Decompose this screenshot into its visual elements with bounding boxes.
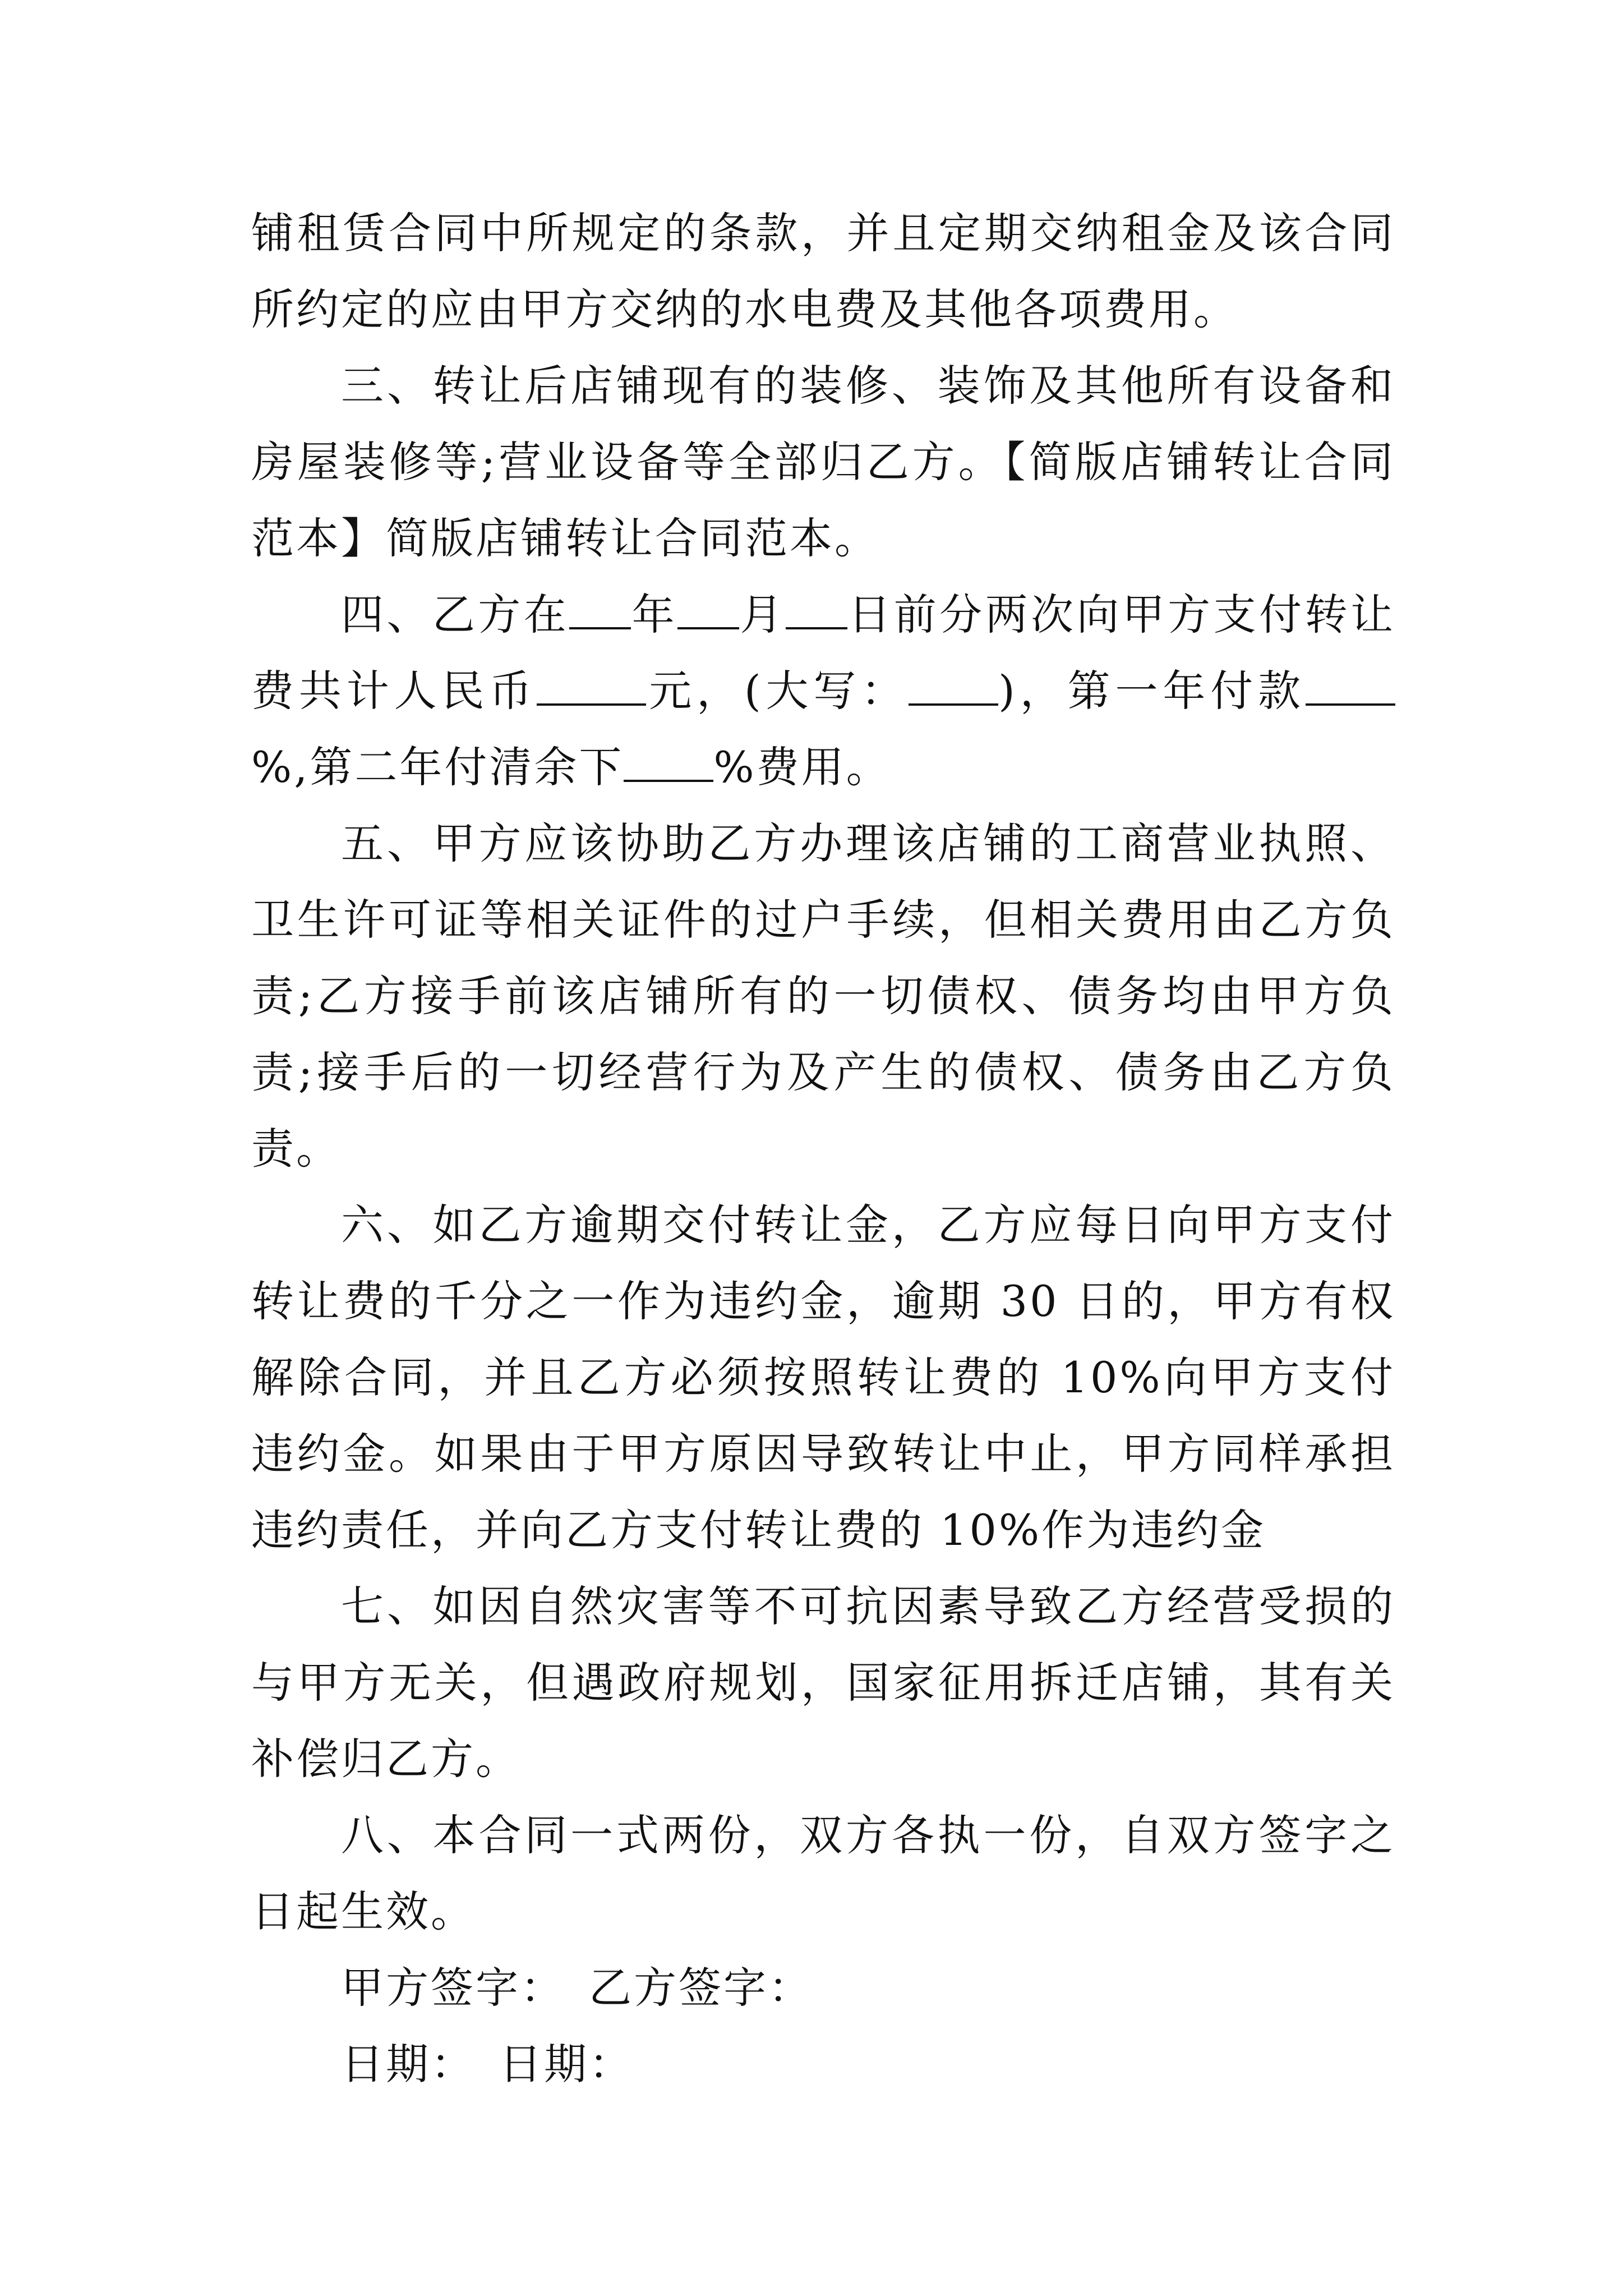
- paragraph-continuation: 铺租赁合同中所规定的条款，并且定期交纳租金及该合同所约定的应由甲方交纳的水电费及其他各项费用。: [251, 208, 1395, 334]
- blank-second-percent: [624, 740, 713, 782]
- date-line: 日期： 日期：: [341, 2039, 634, 2089]
- clause-4: [251, 577, 1395, 806]
- blank-amount-capital: [909, 664, 998, 706]
- blank-first-percent: [1306, 664, 1395, 706]
- clause-7: 七、如因自然灾害等不可抗因素导致乙方经营受损的与甲方无关，但遇政府规划，国家征用拆迁店铺，其有关补偿归乙方。: [251, 1581, 1395, 1784]
- blank-month: [677, 588, 739, 629]
- blank-amount: [537, 664, 646, 706]
- clause-8: 八、本合同一式两份，双方各执一份，自双方签字之日起生效。: [251, 1810, 1395, 1936]
- clause-4-text-3: 月: [739, 590, 786, 639]
- clause-4-text-4: 日前分两次向甲方支付转让费共计人民币: [251, 590, 1396, 716]
- contract-body: [251, 195, 1395, 2102]
- signature-line: 甲方签字： 乙方签字：: [341, 1963, 813, 2013]
- blank-year: [569, 588, 631, 629]
- clause-3: 三、转让后店铺现有的装修、装饰及其他所有设备和房屋装修等;营业设备等全部归乙方。【简版店铺转让合同范本】简版店铺转让合同范本。: [251, 361, 1395, 563]
- clause-4-text-7: %,第二年付清余下: [251, 742, 624, 792]
- clause-4-text-8: %费用。: [713, 742, 891, 792]
- clause-4-text-6: )，第一年付款: [998, 666, 1306, 716]
- clause-4-text-5: 元，(大写：: [646, 666, 909, 716]
- clause-5: 五、甲方应该协助乙方办理该店铺的工商营业执照、卫生许可证等相关证件的过户手续，但相关费用由乙方负责;乙方接手前该店铺所有的一切债权、债务均由甲方负责;接手后的一切经营行为及产生的债权、债务由乙方负责。: [251, 818, 1395, 1174]
- blank-day: [786, 588, 847, 629]
- clause-6: 六、如乙方逾期交付转让金，乙方应每日向甲方支付转让费的千分之一作为违约金，逾期 30 日的，甲方有权解除合同，并且乙方必须按照转让费的 10%向甲方支付违约金。如果由于甲方原因导致转让中止，甲方同样承担违约责任，并向乙方支付转让费的 10%作为违约金: [251, 1200, 1395, 1555]
- clause-4-text-2: 年: [631, 590, 678, 639]
- clause-4-text-1: 四、乙方在: [341, 590, 570, 639]
